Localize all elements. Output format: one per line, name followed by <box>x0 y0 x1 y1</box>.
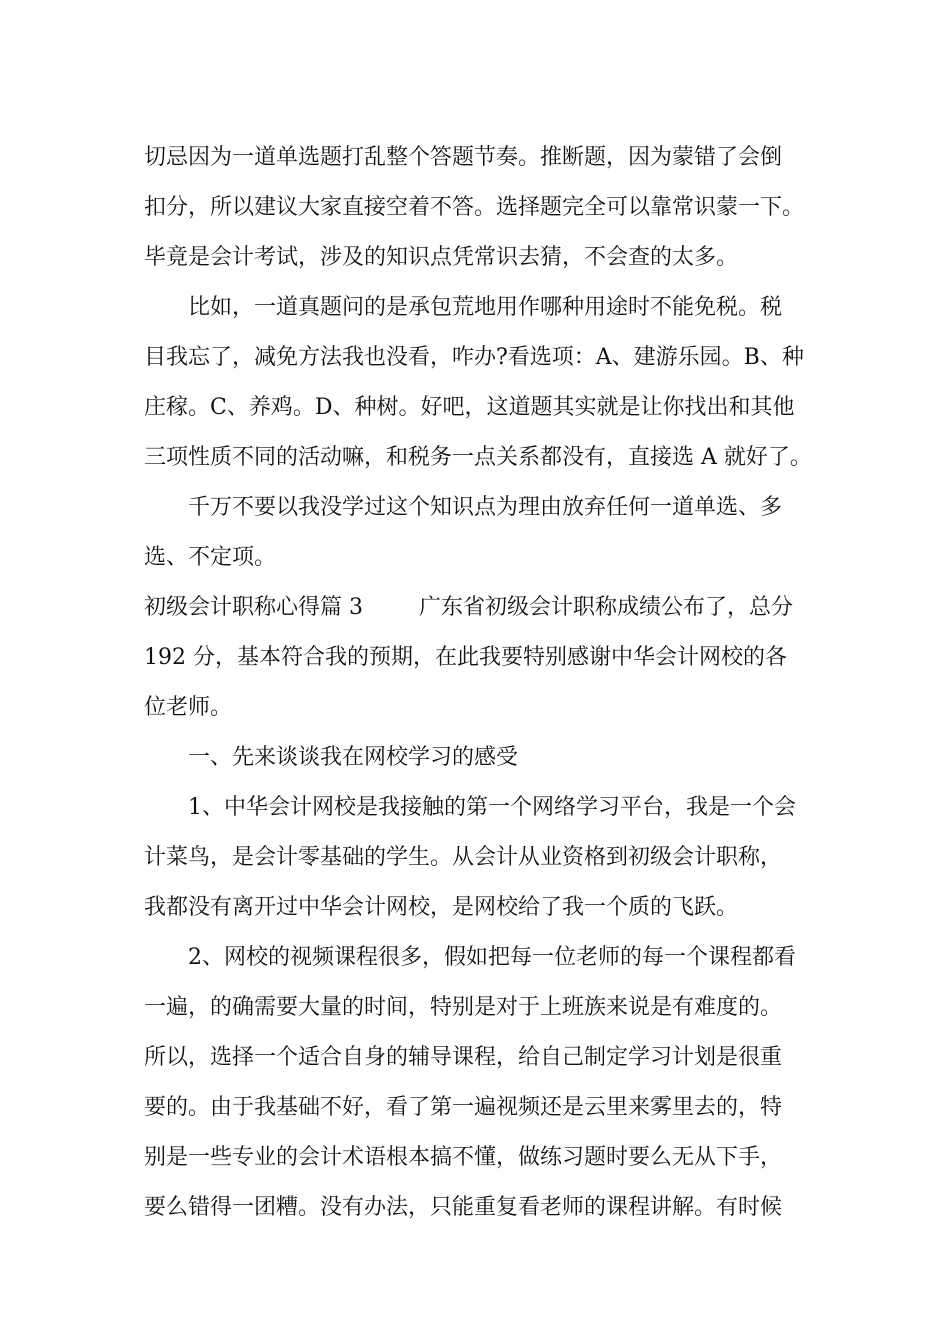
text-line: 三项性质不同的活动嘛，和税务一点关系都没有，直接选 A 就好了。 <box>144 445 812 470</box>
text-line: 切忌因为一道单选题打乱整个答题节奏。推断题，因为蒙错了会倒 <box>144 145 783 170</box>
text-line: 所以，选择一个适合自身的辅导课程，给自己制定学习计划是很重 <box>144 1045 783 1070</box>
text-line: 别是一些专业的会计术语根本搞不懂，做练习题时要么无从下手， <box>144 1145 783 1170</box>
text-line: 1、中华会计网校是我接触的第一个网络学习平台，我是一个会 <box>144 795 796 820</box>
document-body <box>144 133 824 1233</box>
text-line: 要的。由于我基础不好，看了第一遍视频还是云里来雾里去的，特 <box>144 1095 783 1120</box>
text-line: 比如，一道真题问的是承包荒地用作哪种用途时不能免税。税 <box>144 295 783 320</box>
text-line: 毕竟是会计考试，涉及的知识点凭常识去猜，不会查的太多。 <box>144 245 739 270</box>
text-line: 要么错得一团糟。没有办法，只能重复看老师的课程讲解。有时候 <box>144 1195 783 1220</box>
text-line: 2、网校的视频课程很多，假如把每一位老师的每一个课程都看 <box>144 945 796 970</box>
section-title: 初级会计职称心得篇 3 <box>144 595 363 620</box>
text-line: 一遍，的确需要大量的时间，特别是对于上班族来说是有难度的。 <box>144 995 783 1020</box>
text-line: 计菜鸟，是会计零基础的学生。从会计从业资格到初级会计职称， <box>144 845 783 870</box>
text-line: 192 分，基本符合我的预期，在此我要特别感谢中华会计网校的各 <box>144 645 787 670</box>
text-line: 选、不定项。 <box>144 545 277 570</box>
text-line: 目我忘了，减免方法我也没看，咋办?看选项：A、建游乐园。B、种 <box>144 345 804 370</box>
text-line: 我都没有离开过中华会计网校，是网校给了我一个质的飞跃。 <box>144 895 739 920</box>
text-line: 庄稼。C、养鸡。D、种树。好吧，这道题其实就是让你找出和其他 <box>144 395 795 420</box>
text-line: 扣分，所以建议大家直接空着不答。选择题完全可以靠常识蒙一下。 <box>144 195 805 220</box>
section-heading-line <box>144 583 824 633</box>
text-line: 千万不要以我没学过这个知识点为理由放弃任何一道单选、多 <box>144 495 783 520</box>
text-line: 位老师。 <box>144 695 233 720</box>
section-intro-text: 广东省初级会计职称成绩公布了，总分 <box>419 595 794 620</box>
subsection-heading: 一、先来谈谈我在网校学习的感受 <box>144 745 519 770</box>
